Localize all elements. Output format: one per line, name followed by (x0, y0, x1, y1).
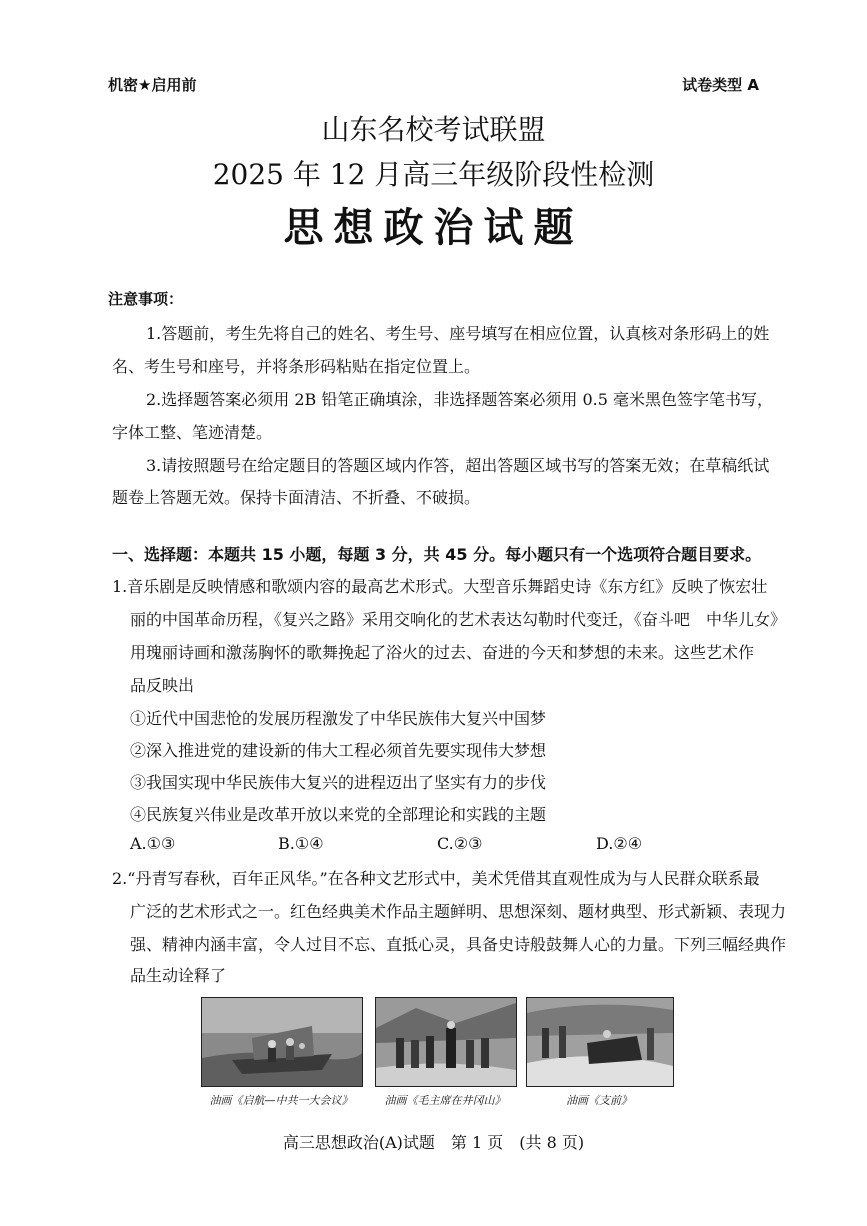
painting-launch-image (201, 997, 363, 1087)
notice-heading: 注意事项： (108, 290, 184, 308)
notice-line: 3.请按照题号在给定题目的答题区域内作答，超出答题区域书写的答案无效；在草稿纸试 (146, 456, 770, 475)
question-1-stem: 丽的中国革命历程，《复兴之路》采用交响化的艺术表达勾勒时代变迁，《奋斗吧 中华儿女》 (130, 610, 787, 629)
notice-line: 名、考生号和座号，并将条形码粘贴在指定位置上。 (112, 357, 481, 376)
subject-title: 思想政治试题 (283, 205, 584, 251)
question-1-statement: ②深入推进党的建设新的伟大工程必须首先要实现伟大梦想 (130, 741, 547, 760)
question-2-stem: 强、精神内涵丰富，令人过目不忘、直抵心灵，具备史诗般鼓舞人心的力量。下列三幅经典作 (130, 935, 787, 954)
question-1-stem: 用瑰丽诗画和激荡胸怀的歌舞挽起了浴火的过去、奋进的今天和梦想的未来。这些艺术作 (130, 643, 755, 662)
notice-line: 2.选择题答案必须用 2B 铅笔正确填涂，非选择题答案必须用 0.5 毫米黑色签字笔书写， (146, 390, 773, 409)
question-2-stem: 2.“丹青写春秋，百年正风华。”在各种文艺形式中，美术凭借其直观性成为与人民群众联系最 (112, 869, 760, 888)
page-footer: 高三思想政治(A)试题 第 1 页 (共 8 页) (282, 1133, 585, 1152)
notice-line: 题卷上答题无效。保持卡面清洁、不折叠、不破损。 (112, 488, 481, 507)
question-1-statement: ④民族复兴伟业是改革开放以来党的全部理论和实践的主题 (130, 805, 547, 824)
question-2-stem: 广泛的艺术形式之一。红色经典美术作品主题鲜明、思想深刻、题材典型、形式新颖、表现力 (130, 902, 787, 921)
confidential-label: 机密★启用前 (108, 76, 197, 94)
notice-line: 1.答题前，考生先将自己的姓名、考生号、座号填写在相应位置，认真核对条形码上的姓 (146, 324, 770, 343)
question-1-option-c: C.②③ (437, 834, 483, 853)
question-1-option-b: B.①④ (278, 834, 324, 853)
question-1-stem: 1.音乐剧是反映情感和歌颂内容的最高艺术形式。大型音乐舞蹈史诗《东方红》反映了恢宏壮 (112, 577, 768, 596)
painting-caption: 油画《毛主席在井冈山》 (384, 1094, 506, 1107)
exam-date-title: 2025 年 12 月高三年级阶段性检测 (212, 158, 655, 191)
painting-jinggangshan-image (375, 997, 517, 1087)
question-2-stem: 品生动诠释了 (130, 966, 227, 985)
exam-union-title: 山东名校考试联盟 (321, 113, 546, 146)
question-1-option-d: D.②④ (596, 834, 643, 853)
question-1-statement: ①近代中国悲怆的发展历程激发了中华民族伟大复兴中国梦 (130, 709, 547, 728)
painting-support-front-image (526, 997, 674, 1087)
painting-caption: 油画《支前》 (566, 1094, 632, 1107)
question-1-option-a: A.①③ (130, 834, 176, 853)
section-heading: 一、选择题：本题共 15 小题，每题 3 分，共 45 分。每小题只有一个选项符合题目要求。 (112, 545, 762, 564)
question-1-statement: ③我国实现中华民族伟大复兴的进程迈出了坚实有力的步伐 (130, 773, 547, 792)
question-1-stem: 品反映出 (130, 676, 195, 695)
notice-line: 字体工整、笔迹清楚。 (112, 423, 273, 442)
painting-caption: 油画《启航—中共一大会议》 (209, 1094, 353, 1107)
paper-type-label: 试卷类型 A (682, 76, 759, 94)
